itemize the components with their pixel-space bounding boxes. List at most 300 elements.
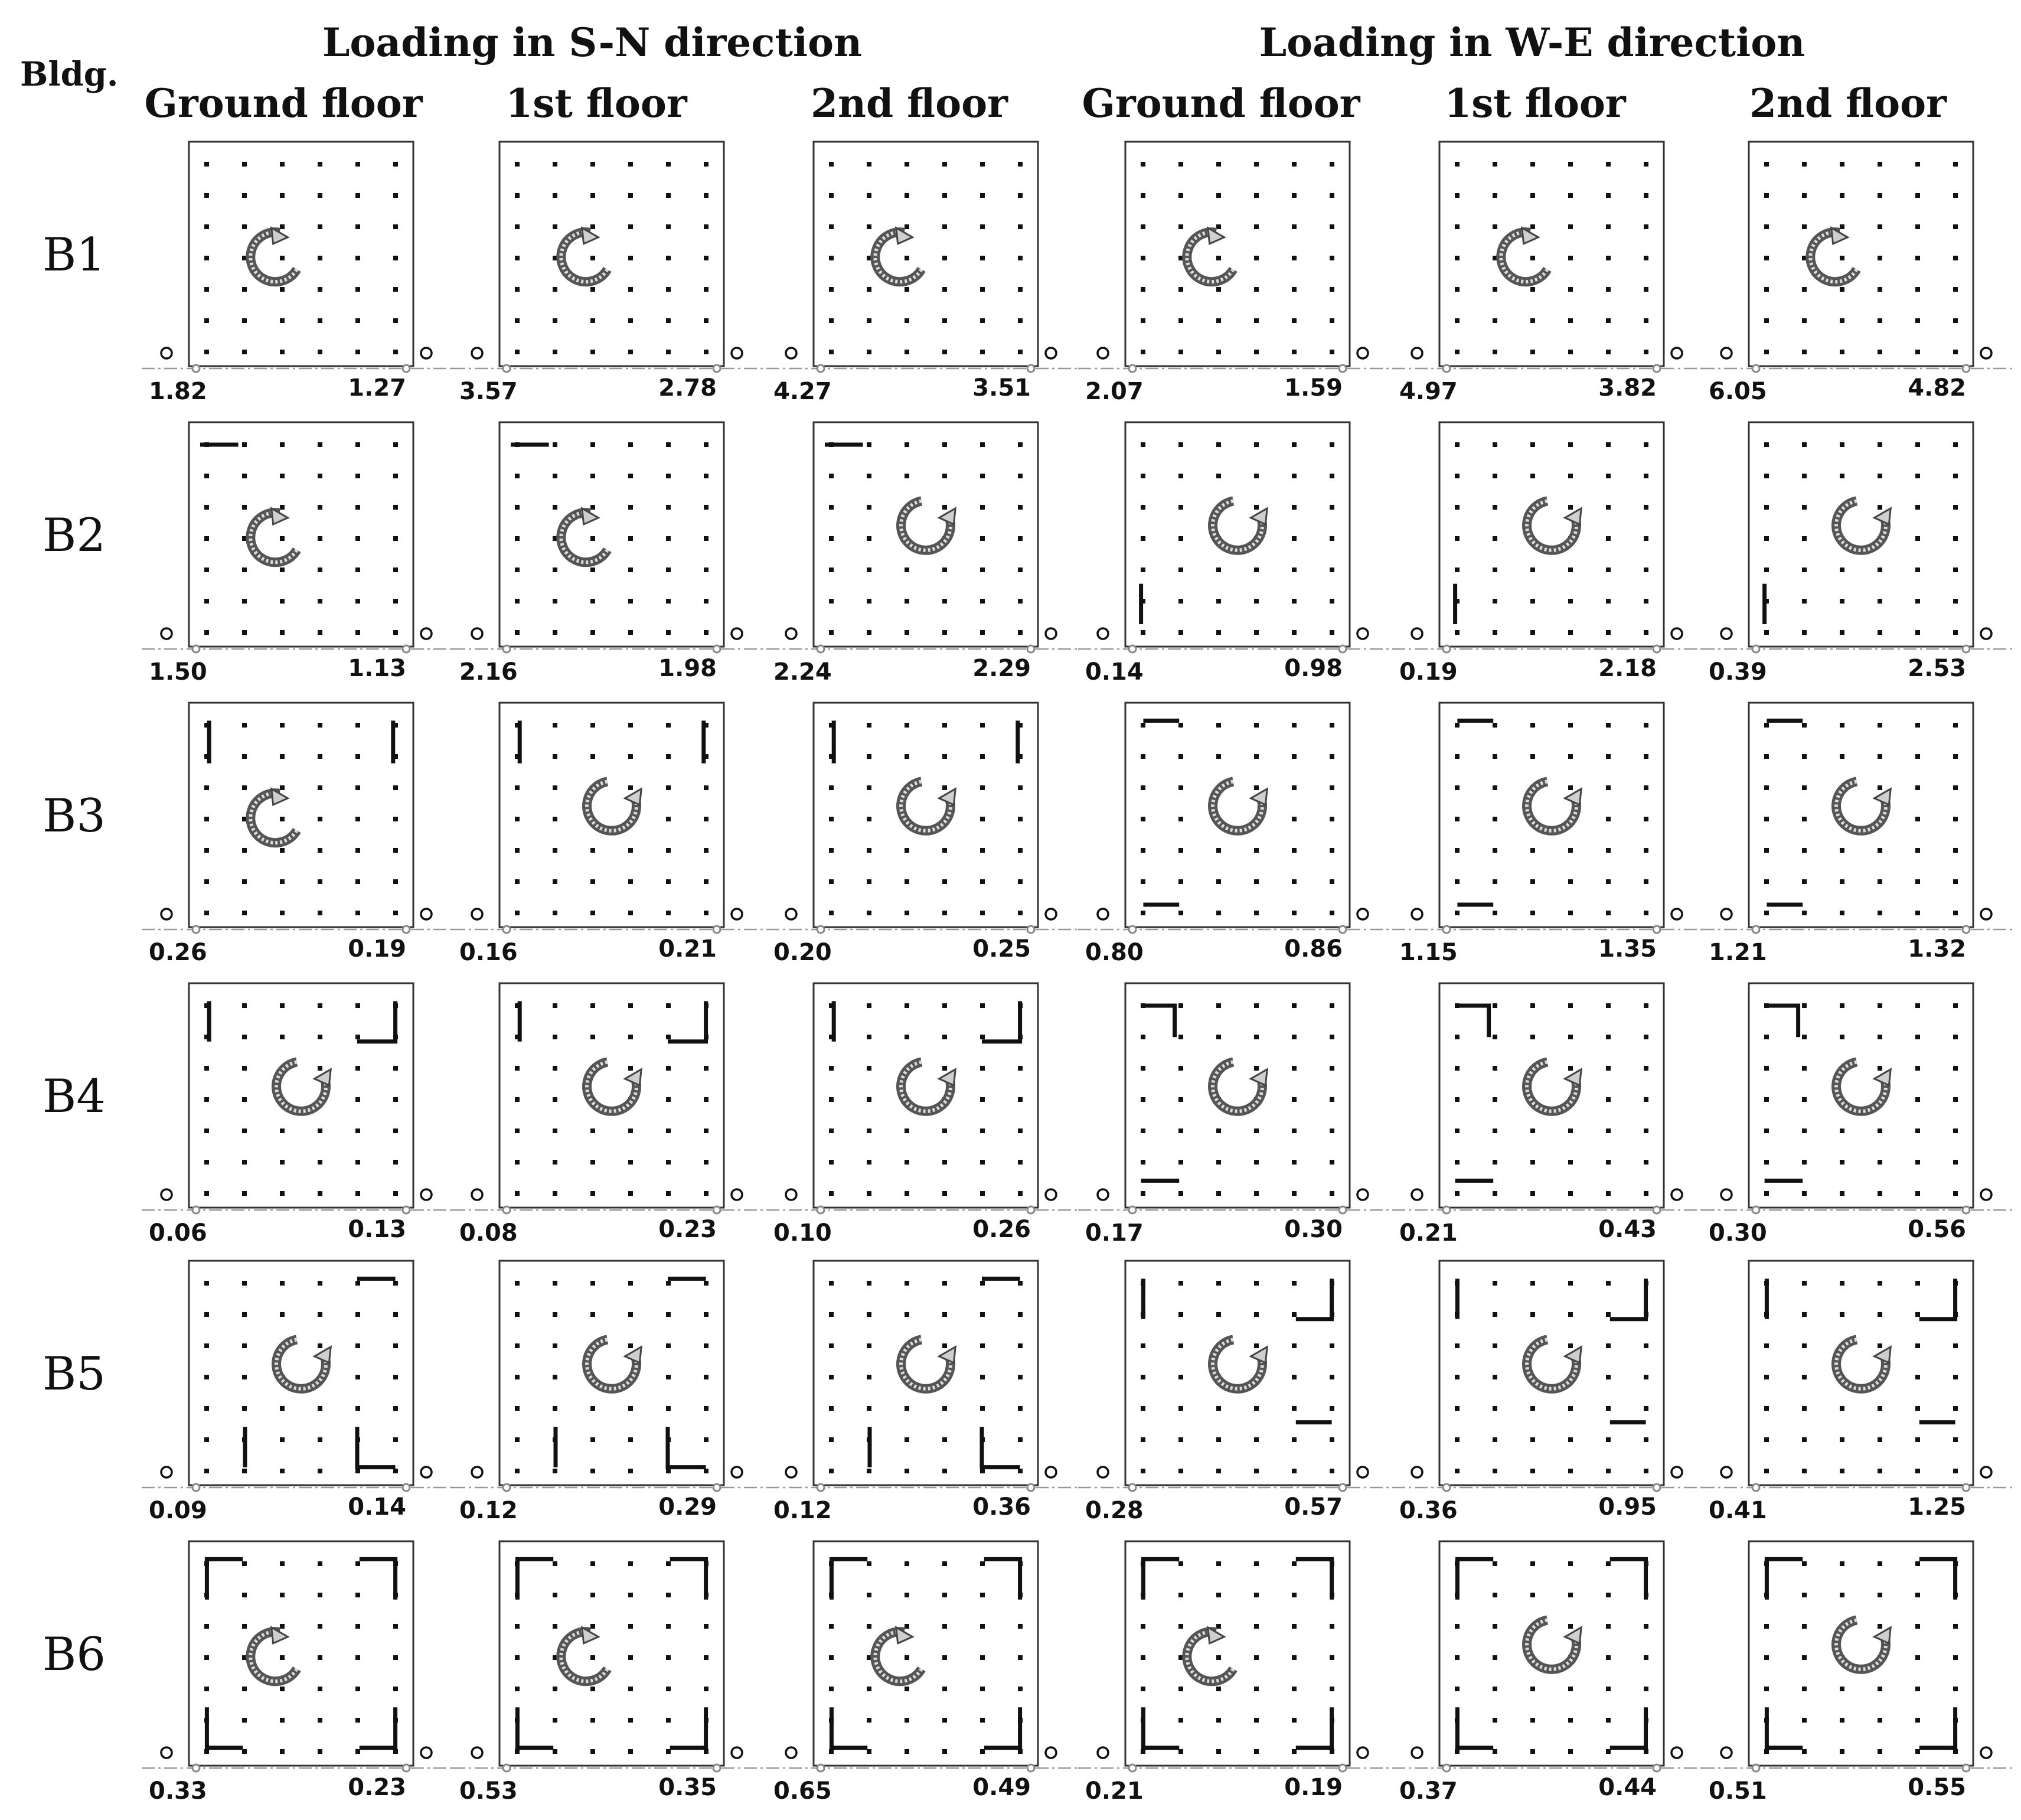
column-dot bbox=[1915, 1191, 1920, 1196]
column-dot bbox=[704, 817, 709, 821]
column-dot bbox=[1840, 256, 1844, 260]
column-dot bbox=[1840, 1035, 1844, 1039]
column-dot bbox=[1330, 1655, 1334, 1660]
displacement-value-right: 0.57 bbox=[1284, 1493, 1343, 1521]
column-dot bbox=[318, 287, 322, 292]
column-dot bbox=[553, 723, 557, 728]
column-dot bbox=[1330, 754, 1334, 759]
column-dot bbox=[905, 630, 909, 635]
column-dot bbox=[280, 1687, 285, 1691]
floor-plan-panel bbox=[1392, 422, 1705, 686]
column-dot bbox=[1018, 1097, 1023, 1102]
column-dot bbox=[1141, 1191, 1145, 1196]
reference-point-right bbox=[1357, 1189, 1368, 1200]
column-dot bbox=[980, 1469, 985, 1473]
column-dot bbox=[1292, 1624, 1297, 1629]
column-dot bbox=[318, 350, 322, 354]
column-dot bbox=[553, 1406, 557, 1411]
column-dot bbox=[1953, 567, 1958, 572]
column-dot bbox=[393, 567, 398, 572]
column-dot bbox=[1330, 1749, 1334, 1754]
plan-outline bbox=[189, 703, 413, 927]
column-dot bbox=[590, 848, 595, 853]
column-dot bbox=[393, 1066, 398, 1071]
column-dot bbox=[204, 1749, 209, 1754]
support-pin-right bbox=[403, 1206, 410, 1214]
column-dot bbox=[1953, 1343, 1958, 1348]
column-dot bbox=[1802, 474, 1807, 478]
column-dot bbox=[1018, 630, 1023, 635]
reference-point-right bbox=[732, 628, 742, 639]
column-dot bbox=[1018, 1128, 1023, 1133]
column-dot bbox=[1878, 879, 1882, 884]
column-dot bbox=[1216, 1035, 1221, 1039]
column-dot bbox=[1254, 567, 1259, 572]
column-dot bbox=[553, 1687, 557, 1691]
column-dot bbox=[666, 1066, 671, 1071]
column-dot bbox=[1878, 1406, 1882, 1411]
column-dot bbox=[355, 754, 360, 759]
column-dot bbox=[1878, 754, 1882, 759]
column-dot bbox=[1802, 1437, 1807, 1442]
column-dot bbox=[1568, 1561, 1573, 1566]
support-pin-right bbox=[713, 1206, 720, 1214]
column-dot bbox=[1254, 1312, 1259, 1317]
column-dot bbox=[704, 442, 709, 447]
displacement-value-right: 0.98 bbox=[1284, 655, 1343, 682]
column-dot bbox=[1953, 754, 1958, 759]
column-dot bbox=[318, 1437, 322, 1442]
column-dot bbox=[1568, 599, 1573, 604]
support-pin-right bbox=[1027, 926, 1034, 933]
column-dot bbox=[905, 754, 909, 759]
column-dot bbox=[867, 1035, 871, 1039]
column-dot bbox=[1455, 1035, 1460, 1039]
column-dot bbox=[242, 785, 247, 790]
column-dot bbox=[1254, 350, 1259, 354]
column-dot bbox=[1606, 785, 1611, 790]
column-dot bbox=[1606, 287, 1611, 292]
column-dot bbox=[704, 1655, 709, 1660]
column-dot bbox=[867, 1160, 871, 1165]
column-dot bbox=[829, 1469, 834, 1473]
column-dot bbox=[1764, 1469, 1769, 1473]
support-pin-right bbox=[1653, 1764, 1660, 1772]
column-dot bbox=[942, 1281, 947, 1286]
column-dot bbox=[553, 318, 557, 323]
column-dot bbox=[553, 474, 557, 478]
column-dot bbox=[905, 1281, 909, 1286]
support-pin-right bbox=[1963, 365, 1970, 372]
displacement-value-right: 0.55 bbox=[1908, 1774, 1966, 1801]
reference-point-right bbox=[1357, 348, 1368, 358]
column-dot bbox=[1953, 224, 1958, 229]
column-dot bbox=[942, 256, 947, 260]
column-dot bbox=[355, 1003, 360, 1008]
column-dot bbox=[704, 1097, 709, 1102]
column-dot bbox=[204, 1406, 209, 1411]
column-dot bbox=[1644, 193, 1648, 198]
column-dot bbox=[942, 442, 947, 447]
column-dot bbox=[980, 536, 985, 541]
column-dot bbox=[942, 785, 947, 790]
column-dot bbox=[1178, 1593, 1183, 1597]
column-dot bbox=[1493, 1003, 1497, 1008]
column-dot bbox=[242, 1343, 247, 1348]
support-pin-left bbox=[1443, 1484, 1450, 1491]
column-dot bbox=[666, 1718, 671, 1723]
column-dot bbox=[1455, 536, 1460, 541]
displacement-value-right: 2.29 bbox=[972, 655, 1031, 682]
column-dot bbox=[1178, 318, 1183, 323]
column-dot bbox=[1568, 350, 1573, 354]
support-pin-left bbox=[503, 1764, 510, 1772]
column-dot bbox=[318, 1128, 322, 1133]
displacement-value-left: 0.65 bbox=[773, 1777, 832, 1805]
column-dot bbox=[553, 754, 557, 759]
column-dot bbox=[355, 162, 360, 167]
column-dot bbox=[280, 193, 285, 198]
column-dot bbox=[867, 599, 871, 604]
column-dot bbox=[318, 1160, 322, 1165]
column-dot bbox=[393, 162, 398, 167]
column-dot bbox=[515, 1097, 520, 1102]
column-dot bbox=[1330, 630, 1334, 635]
column-dot bbox=[318, 1066, 322, 1071]
column-dot bbox=[1455, 1343, 1460, 1348]
column-dot bbox=[1216, 1655, 1221, 1660]
column-dot bbox=[1178, 1687, 1183, 1691]
column-dot bbox=[1878, 474, 1882, 478]
column-dot bbox=[1802, 1160, 1807, 1165]
column-dot bbox=[1493, 723, 1497, 728]
column-dot bbox=[942, 350, 947, 354]
column-dot bbox=[867, 1191, 871, 1196]
column-dot bbox=[867, 1718, 871, 1723]
building-label-b6: B6 bbox=[43, 1628, 106, 1681]
column-dot bbox=[318, 848, 322, 853]
group-header-sn: Loading in S-N direction bbox=[322, 19, 863, 66]
column-dot bbox=[1802, 162, 1807, 167]
floor-plan-panel bbox=[452, 422, 765, 686]
column-dot bbox=[628, 1624, 633, 1629]
column-dot bbox=[1216, 287, 1221, 292]
column-dot bbox=[829, 1655, 834, 1660]
column-dot bbox=[355, 785, 360, 790]
column-dot bbox=[1606, 1469, 1611, 1473]
column-dot bbox=[1915, 567, 1920, 572]
column-dot bbox=[1292, 1655, 1297, 1660]
reference-point-left bbox=[472, 628, 482, 639]
plan-outline bbox=[499, 1261, 724, 1485]
support-pin-left bbox=[1443, 365, 1450, 372]
column-dot bbox=[905, 1561, 909, 1566]
column-dot bbox=[628, 442, 633, 447]
column-dot bbox=[942, 1469, 947, 1473]
column-dot bbox=[515, 1281, 520, 1286]
column-dot bbox=[1493, 536, 1497, 541]
column-dot bbox=[1530, 1561, 1535, 1566]
column-dot bbox=[1568, 287, 1573, 292]
reference-point-right bbox=[1671, 1747, 1682, 1758]
column-dot bbox=[1840, 1003, 1844, 1008]
plan-outline bbox=[814, 1541, 1038, 1766]
column-dot bbox=[704, 1312, 709, 1317]
column-dot bbox=[355, 599, 360, 604]
column-dot bbox=[1644, 350, 1648, 354]
column-dot bbox=[942, 1624, 947, 1629]
column-dot bbox=[393, 1281, 398, 1286]
column-dot bbox=[666, 474, 671, 478]
column-dot bbox=[1802, 1128, 1807, 1133]
column-dot bbox=[1141, 162, 1145, 167]
column-dot bbox=[280, 1469, 285, 1473]
column-dot bbox=[942, 318, 947, 323]
column-dot bbox=[280, 536, 285, 541]
column-dot bbox=[1606, 442, 1611, 447]
column-dot bbox=[1254, 1066, 1259, 1071]
column-dot bbox=[355, 505, 360, 510]
column-dot bbox=[1254, 1624, 1259, 1629]
column-dot bbox=[242, 848, 247, 853]
column-dot bbox=[628, 1749, 633, 1754]
support-pin-left bbox=[192, 645, 200, 653]
floor-plan-panel bbox=[766, 1541, 1079, 1805]
column-dot bbox=[1292, 1406, 1297, 1411]
column-dot bbox=[1018, 1160, 1023, 1165]
support-pin-right bbox=[403, 1764, 410, 1772]
column-dot bbox=[590, 256, 595, 260]
column-dot bbox=[1254, 1003, 1259, 1008]
column-dot bbox=[1493, 1718, 1497, 1723]
column-dot bbox=[1802, 350, 1807, 354]
column-dot bbox=[1644, 1375, 1648, 1379]
plan-outline bbox=[1749, 1541, 1973, 1766]
column-dot bbox=[1178, 224, 1183, 229]
column-dot bbox=[1764, 287, 1769, 292]
column-dot bbox=[1292, 474, 1297, 478]
column-dot bbox=[1878, 1687, 1882, 1691]
column-dot bbox=[1530, 1281, 1535, 1286]
column-dot bbox=[1455, 630, 1460, 635]
column-dot bbox=[393, 1749, 398, 1754]
column-dot bbox=[1878, 1191, 1882, 1196]
column-dot bbox=[590, 1655, 595, 1660]
column-dot bbox=[553, 505, 557, 510]
column-dot bbox=[355, 536, 360, 541]
column-dot bbox=[1953, 256, 1958, 260]
column-dot bbox=[1568, 193, 1573, 198]
support-pin-right bbox=[1963, 645, 1970, 653]
column-dot bbox=[515, 1066, 520, 1071]
column-dot bbox=[204, 256, 209, 260]
plan-outline bbox=[1439, 1541, 1664, 1766]
column-dot bbox=[515, 1375, 520, 1379]
column-dot bbox=[1292, 1312, 1297, 1317]
column-dot bbox=[1568, 1687, 1573, 1691]
column-dot bbox=[204, 785, 209, 790]
support-pin-left bbox=[192, 1764, 200, 1772]
column-dot bbox=[1915, 1469, 1920, 1473]
column-dot bbox=[393, 1160, 398, 1165]
column-dot bbox=[280, 879, 285, 884]
column-dot bbox=[1840, 1437, 1844, 1442]
column-dot bbox=[1606, 1687, 1611, 1691]
column-dot bbox=[318, 536, 322, 541]
column-dot bbox=[666, 224, 671, 229]
column-dot bbox=[242, 442, 247, 447]
plan-outline bbox=[499, 1541, 724, 1766]
column-dot bbox=[590, 754, 595, 759]
support-pin-left bbox=[503, 926, 510, 933]
column-dot bbox=[1644, 879, 1648, 884]
column-dot bbox=[1568, 1624, 1573, 1629]
column-dot bbox=[1254, 1718, 1259, 1723]
column-dot bbox=[1178, 1375, 1183, 1379]
column-dot bbox=[280, 785, 285, 790]
column-dot bbox=[355, 350, 360, 354]
column-dot bbox=[1493, 162, 1497, 167]
column-dot bbox=[1292, 442, 1297, 447]
column-dot bbox=[942, 630, 947, 635]
column-dot bbox=[1840, 879, 1844, 884]
column-dot bbox=[1606, 1191, 1611, 1196]
column-dot bbox=[590, 1469, 595, 1473]
column-dot bbox=[628, 1035, 633, 1039]
column-dot bbox=[829, 1312, 834, 1317]
column-dot bbox=[1018, 911, 1023, 915]
column-dot bbox=[867, 1128, 871, 1133]
column-dot bbox=[1455, 1687, 1460, 1691]
column-dot bbox=[867, 1312, 871, 1317]
column-dot bbox=[1254, 474, 1259, 478]
column-dot bbox=[204, 318, 209, 323]
column-dot bbox=[867, 1624, 871, 1629]
column-dot bbox=[1178, 817, 1183, 821]
column-dot bbox=[1840, 1191, 1844, 1196]
column-dot bbox=[1915, 1406, 1920, 1411]
column-dot bbox=[1530, 474, 1535, 478]
floor-plan-panel bbox=[452, 703, 765, 966]
column-dot bbox=[1530, 193, 1535, 198]
column-dot bbox=[242, 1718, 247, 1723]
column-dot bbox=[242, 1593, 247, 1597]
column-dot bbox=[204, 474, 209, 478]
reference-point-right bbox=[421, 628, 432, 639]
displacement-value-left: 0.12 bbox=[773, 1497, 832, 1524]
reference-point-right bbox=[732, 348, 742, 358]
support-pin-left bbox=[1752, 1484, 1759, 1491]
column-dot bbox=[1292, 1343, 1297, 1348]
column-dot bbox=[1915, 536, 1920, 541]
column-dot bbox=[1764, 256, 1769, 260]
reference-point-right bbox=[421, 1467, 432, 1477]
column-dot bbox=[666, 630, 671, 635]
floor-plan-panel bbox=[1078, 703, 1391, 966]
column-dot bbox=[355, 1128, 360, 1133]
column-dot bbox=[1493, 1035, 1497, 1039]
column-dot bbox=[242, 474, 247, 478]
column-dot bbox=[1644, 1003, 1648, 1008]
column-dot bbox=[1644, 1687, 1648, 1691]
column-dot bbox=[666, 1191, 671, 1196]
column-dot bbox=[1178, 567, 1183, 572]
column-dot bbox=[242, 1687, 247, 1691]
support-pin-left bbox=[1443, 1764, 1450, 1772]
column-dot bbox=[867, 287, 871, 292]
displacement-value-right: 2.53 bbox=[1908, 655, 1966, 682]
panel-grid bbox=[43, 142, 2015, 1805]
plan-outline bbox=[189, 1541, 413, 1766]
column-dot bbox=[1018, 1406, 1023, 1411]
column-dot bbox=[1455, 1437, 1460, 1442]
column-dot bbox=[242, 1624, 247, 1629]
column-dot bbox=[1493, 754, 1497, 759]
column-dot bbox=[393, 911, 398, 915]
support-pin-left bbox=[1443, 645, 1450, 653]
column-dot bbox=[318, 162, 322, 167]
column-dot bbox=[1330, 1687, 1334, 1691]
column-dot bbox=[704, 1128, 709, 1133]
column-dot bbox=[1141, 1343, 1145, 1348]
column-dot bbox=[590, 1003, 595, 1008]
column-dot bbox=[590, 1624, 595, 1629]
column-dot bbox=[1141, 256, 1145, 260]
column-dot bbox=[1141, 879, 1145, 884]
column-dot bbox=[867, 162, 871, 167]
column-dot bbox=[1178, 1624, 1183, 1629]
column-dot bbox=[905, 1437, 909, 1442]
column-dot bbox=[1330, 1003, 1334, 1008]
column-dot bbox=[1606, 1160, 1611, 1165]
support-pin-right bbox=[1027, 645, 1034, 653]
column-dot bbox=[1530, 848, 1535, 853]
column-dot bbox=[1330, 1343, 1334, 1348]
column-dot bbox=[1915, 287, 1920, 292]
column-dot bbox=[1644, 1035, 1648, 1039]
column-dot bbox=[204, 1437, 209, 1442]
column-dot bbox=[1330, 567, 1334, 572]
column-dot bbox=[1254, 224, 1259, 229]
support-pin-right bbox=[713, 1764, 720, 1772]
column-dot bbox=[867, 1593, 871, 1597]
column-dot bbox=[1802, 911, 1807, 915]
column-dot bbox=[1644, 1343, 1648, 1348]
column-dot bbox=[553, 630, 557, 635]
column-dot bbox=[1178, 1097, 1183, 1102]
reference-point-left bbox=[161, 1189, 172, 1200]
column-dot bbox=[942, 1406, 947, 1411]
column-dot bbox=[1764, 754, 1769, 759]
floor-header-we-second: 2nd floor bbox=[1749, 80, 1947, 126]
column-dot bbox=[867, 1097, 871, 1102]
column-dot bbox=[1141, 224, 1145, 229]
column-dot bbox=[1254, 1035, 1259, 1039]
column-dot bbox=[1953, 1128, 1958, 1133]
reference-point-left bbox=[1412, 628, 1422, 639]
reference-point-right bbox=[1671, 628, 1682, 639]
column-dot bbox=[1493, 599, 1497, 604]
column-dot bbox=[515, 567, 520, 572]
column-dot bbox=[1292, 754, 1297, 759]
column-dot bbox=[1568, 723, 1573, 728]
column-dot bbox=[1254, 723, 1259, 728]
column-dot bbox=[590, 287, 595, 292]
column-dot bbox=[1644, 1160, 1648, 1165]
column-dot bbox=[355, 1749, 360, 1754]
column-dot bbox=[1953, 1066, 1958, 1071]
column-dot bbox=[1764, 630, 1769, 635]
